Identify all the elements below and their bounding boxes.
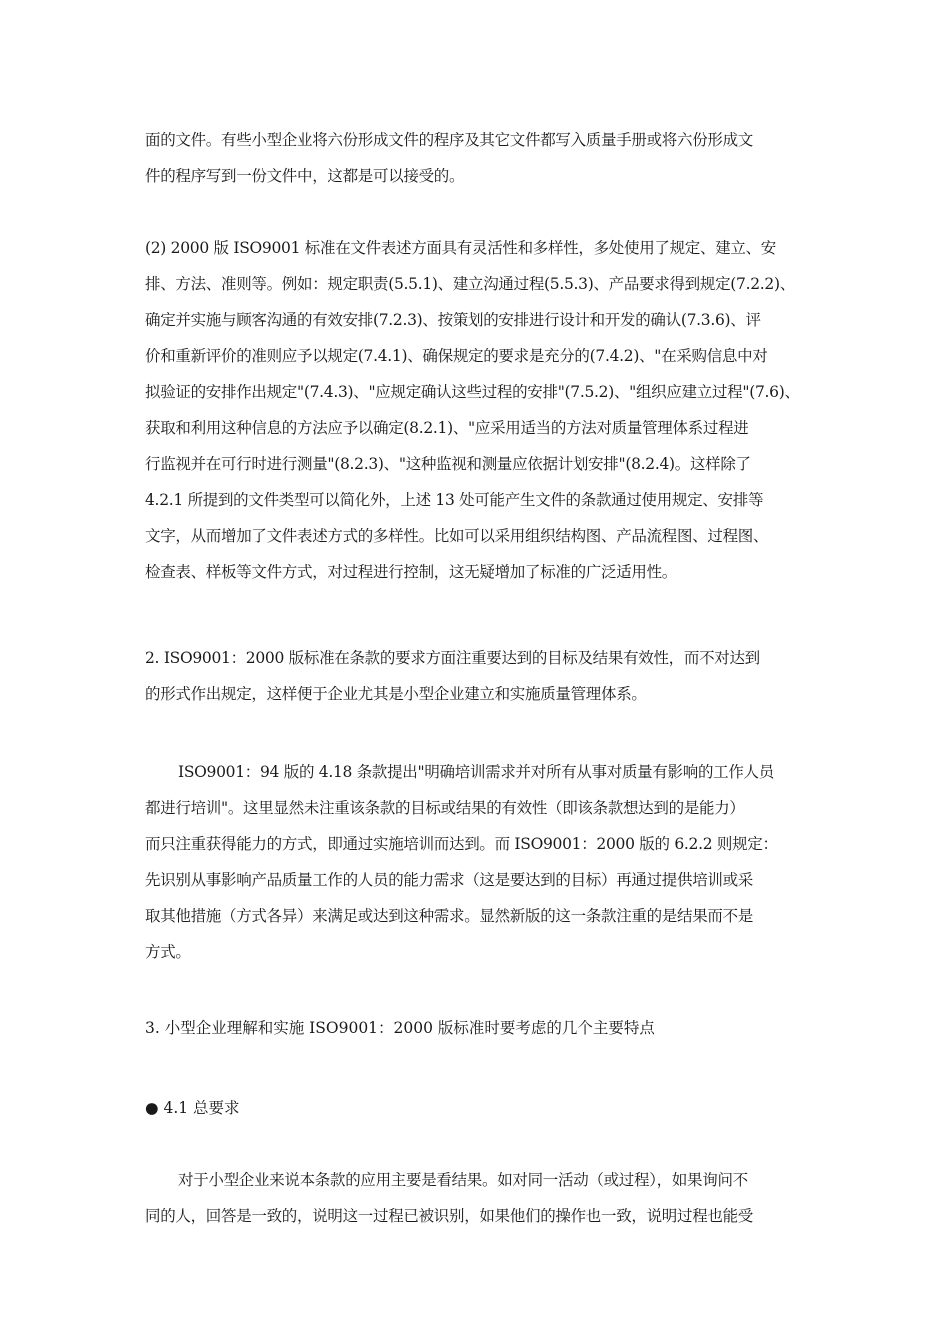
text-line: 确定并实施与顾客沟通的有效安排(7.2.3)、按策划的安排进行设计和开发的确认(7.3.6)、评 xyxy=(145,311,761,329)
heading-text: 3. 小型企业理解和实施 ISO9001：2000 版标准时要考虑的几个主要特点 xyxy=(145,1019,655,1037)
text-line: 先识别从事影响产品质量工作的人员的能力需求（这是要达到的目标）再通过提供培训或采 xyxy=(145,871,754,889)
paragraph-intro xyxy=(145,122,815,194)
text-line: 件的程序写到一份文件中，这都是可以接受的。 xyxy=(145,167,465,185)
text-line: 对于小型企业来说本条款的应用主要是看结果。如对同一活动（或过程），如果询问不 xyxy=(178,1171,748,1189)
text-line: 4.2.1 所提到的文件类型可以简化外，上述 13 处可能产生文件的条款通过使用规定、安排等 xyxy=(145,491,764,509)
paragraph-general-requirements xyxy=(145,1162,815,1234)
text-line: 方式。 xyxy=(145,943,191,961)
text-line: 排、方法、准则等。例如：规定职责(5.5.1)、建立沟通过程(5.5.3)、产品要求得到规定(7.2.2)、 xyxy=(145,275,795,293)
text-line: 文字，从而增加了文件表述方式的多样性。比如可以采用组织结构图、产品流程图、过程图、 xyxy=(145,527,769,545)
text-line: 拟验证的安排作出规定"(7.4.3)、"应规定确认这些过程的安排"(7.5.2)、"组织应建立过程"(7.6)、 xyxy=(145,383,800,401)
heading-text: ● 4.1 总要求 xyxy=(145,1099,240,1117)
paragraph-point-2 xyxy=(145,640,815,712)
bullet-heading-general-requirements xyxy=(145,1090,815,1126)
text-line: 行监视并在可行时进行测量"(8.2.3)、"这种监视和测量应依据计划安排"(8.2.4)。这样除了 xyxy=(145,455,751,473)
text-line: ISO9001：94 版的 4.18 条款提出"明确培训需求并对所有从事对质量有影响的工作人员 xyxy=(178,763,774,781)
text-line: 都进行培训"。这里显然未注重该条款的目标或结果的有效性（即该条款想达到的是能力） xyxy=(145,799,745,817)
paragraph-2000-flexibility xyxy=(145,230,815,590)
text-line: 2. ISO9001：2000 版标准在条款的要求方面注重要达到的目标及结果有效性，而不对达到 xyxy=(145,649,760,667)
text-line: 而只注重获得能力的方式，即通过实施培训而达到。而 ISO9001：2000 版的 6.2.2 则规定： xyxy=(145,835,778,853)
text-line: 同的人，回答是一致的，说明这一过程已被识别，如果他们的操作也一致，说明过程也能受 xyxy=(145,1207,754,1225)
section-heading-point-3 xyxy=(145,1010,815,1046)
text-line: (2) 2000 版 ISO9001 标准在文件表述方面具有灵活性和多样性，多处使用了规定、建立、安 xyxy=(145,239,777,257)
text-line: 获取和利用这种信息的方法应予以确定(8.2.1)、"应采用适当的方法对质量管理体系过程进 xyxy=(145,419,749,437)
text-line: 价和重新评价的准则应予以规定(7.4.1)、确保规定的要求是充分的(7.4.2)、"在采购信息中对 xyxy=(145,347,768,365)
text-line: 的形式作出规定，这样便于企业尤其是小型企业建立和实施质量管理体系。 xyxy=(145,685,647,703)
text-line: 取其他措施（方式各异）来满足或达到这种需求。显然新版的这一条款注重的是结果而不是 xyxy=(145,907,754,925)
text-line: 检查表、样板等文件方式，对过程进行控制，这无疑增加了标准的广泛适用性。 xyxy=(145,563,678,581)
paragraph-training xyxy=(145,754,815,970)
text-line: 面的文件。有些小型企业将六份形成文件的程序及其它文件都写入质量手册或将六份形成文 xyxy=(145,131,754,149)
